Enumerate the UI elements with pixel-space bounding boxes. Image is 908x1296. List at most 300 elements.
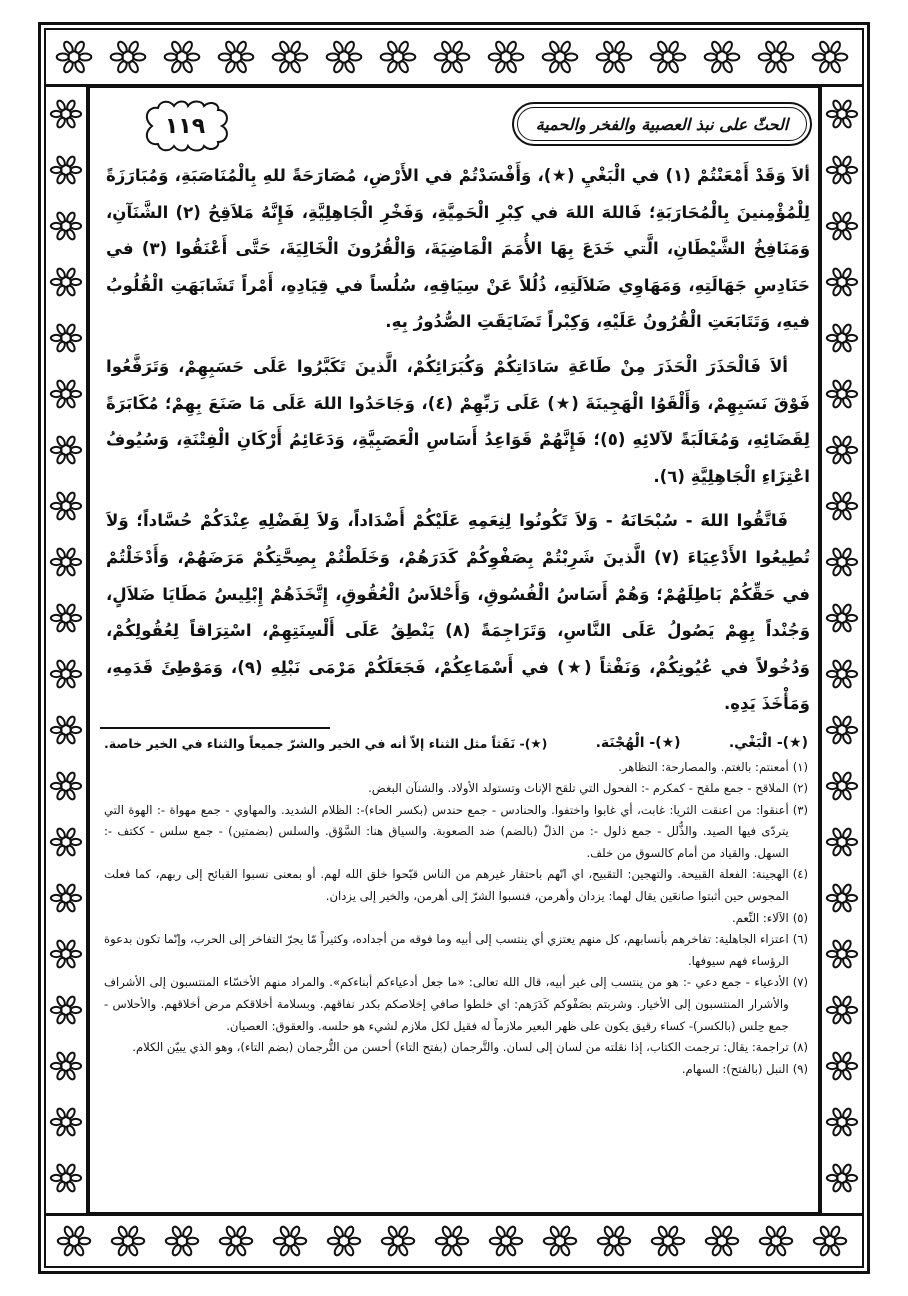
petal-ornament-icon <box>56 1107 67 1119</box>
petal-ornament-icon <box>560 1244 571 1257</box>
right-ornament-band <box>820 86 864 1214</box>
glossary-line <box>104 733 808 755</box>
petal-ornament-icon <box>842 340 853 352</box>
petal-ornament-icon <box>224 60 236 74</box>
petal-ornament-icon <box>602 40 614 54</box>
petal-ornament-icon <box>74 1244 85 1257</box>
petal-ornament-icon <box>842 508 853 520</box>
petal-ornament-icon <box>56 939 67 951</box>
footnote-text: اعتزاء الجاهلية: تفاخرهم بأنسابهم، كل منهم يعتزي أي ينتسب إلى أبيه وما فوقه من أجداده، وكثيراً مّا يجرّ التفاخر إلى الحرب، وإنّما تكون بدعوة الرؤساء فهم سيوفها. <box>104 932 789 968</box>
footnote-number: (٩) <box>792 1061 808 1076</box>
footnote-separator <box>100 727 330 729</box>
footnote-text: أعنقوا: من اعنقت الثريا: غابت، أي غابوا واختفوا. والحنادس - جمع حندس (بكسر الحاء)-: الظلام الشديد. والمهاوي - جمع مهواة -: الهوة التي يتردّى فيها الصيد. والذُّلل - جمع ذلول -: من الذلّ (بالضم) ضد الصعوبة. والسياق هنا: السَّوْق. والسلس (بضمتين) - جمع سلس - ككتف -: السهل. والقياد من أمام كالسوق من خلف. <box>104 802 789 860</box>
petal-ornament-icon <box>549 1244 560 1257</box>
footnote-number: (١) <box>792 759 808 774</box>
footnote-number: (٦) <box>792 932 808 947</box>
petal-ornament-icon <box>776 40 788 54</box>
petal-ornament-icon <box>290 1244 301 1257</box>
petal-ornament-icon <box>56 396 67 408</box>
petal-ornament-icon <box>846 1063 857 1069</box>
petal-ornament-icon <box>182 60 194 74</box>
petal-ornament-icon <box>440 40 452 54</box>
petal-ornament-icon <box>832 603 843 615</box>
petal-ornament-icon <box>842 116 853 128</box>
petal-ornament-icon <box>548 40 560 54</box>
petal-ornament-icon <box>332 40 344 54</box>
petal-ornament-icon <box>51 1007 62 1013</box>
petal-ornament-icon <box>722 1244 733 1257</box>
petal-ornament-icon <box>842 676 853 688</box>
petal-ornament-icon <box>846 1175 857 1181</box>
petal-ornament-icon <box>70 447 81 453</box>
petal-ornament-icon <box>842 1068 853 1080</box>
footnote-item <box>104 800 808 865</box>
petal-ornament-icon <box>56 508 67 520</box>
petal-ornament-icon <box>819 1225 830 1238</box>
petal-ornament-icon <box>241 1238 252 1245</box>
petal-ornament-icon <box>66 396 77 408</box>
petal-ornament-icon <box>57 53 69 60</box>
petal-ornament-icon <box>66 715 77 727</box>
petal-ornament-icon <box>842 564 853 576</box>
petal-ornament-icon <box>295 53 307 60</box>
petal-ornament-icon <box>56 547 67 559</box>
petal-ornament-icon <box>832 620 843 632</box>
petal-ornament-icon <box>673 53 685 60</box>
petal-ornament-icon <box>705 53 717 60</box>
petal-ornament-icon <box>70 951 81 957</box>
petal-ornament-icon <box>764 60 776 74</box>
petal-ornament-icon <box>66 547 77 559</box>
petal-ornament-icon <box>602 60 614 74</box>
petal-ornament-icon <box>832 452 843 464</box>
petal-ornament-icon <box>765 1244 776 1257</box>
petal-ornament-icon <box>56 732 67 744</box>
petal-ornament-icon <box>842 323 853 335</box>
petal-ornament-icon <box>673 1238 684 1245</box>
petal-ornament-icon <box>79 1238 90 1245</box>
petal-ornament-icon <box>66 435 77 447</box>
page-content <box>100 96 812 1206</box>
petal-ornament-icon <box>814 1238 825 1245</box>
petal-ornament-icon <box>70 671 81 677</box>
top-ornament-band <box>44 28 864 86</box>
petal-ornament-icon <box>398 60 410 74</box>
petal-ornament-icon <box>842 211 853 223</box>
petal-ornament-icon <box>241 53 253 60</box>
petal-ornament-icon <box>832 435 843 447</box>
petal-ornament-icon <box>832 340 843 352</box>
petal-ornament-icon <box>832 547 843 559</box>
petal-ornament-icon <box>51 447 62 453</box>
petal-ornament-icon <box>706 1238 717 1245</box>
petal-ornament-icon <box>220 1238 231 1245</box>
petal-ornament-icon <box>846 167 857 173</box>
petal-ornament-icon <box>70 615 81 621</box>
petal-ornament-icon <box>333 1244 344 1257</box>
petal-ornament-icon <box>832 676 843 688</box>
petal-ornament-icon <box>827 895 838 901</box>
petal-ornament-icon <box>63 1225 74 1238</box>
petal-ornament-icon <box>74 1225 85 1238</box>
petal-ornament-icon <box>70 111 81 117</box>
footnote-item <box>104 972 808 1037</box>
petal-ornament-icon <box>842 732 853 744</box>
petal-ornament-icon <box>597 53 609 60</box>
petal-ornament-icon <box>832 211 843 223</box>
petal-ornament-icon <box>560 1225 571 1238</box>
glossary-item-2: (★)- الْهُجْنَة. <box>595 734 681 751</box>
petal-ornament-icon <box>846 1007 857 1013</box>
petal-ornament-icon <box>79 53 91 60</box>
petal-ornament-icon <box>827 951 838 957</box>
petal-ornament-icon <box>668 1225 679 1238</box>
petal-ornament-icon <box>66 827 77 839</box>
petal-ornament-icon <box>619 1238 630 1245</box>
petal-ornament-icon <box>66 883 77 895</box>
petal-ornament-icon <box>56 452 67 464</box>
petal-ornament-icon <box>781 1238 792 1245</box>
petal-ornament-icon <box>827 111 838 117</box>
petal-ornament-icon <box>56 284 67 296</box>
petal-ornament-icon <box>440 60 452 74</box>
petal-ornament-icon <box>56 323 67 335</box>
petal-ornament-icon <box>56 827 67 839</box>
petal-ornament-icon <box>832 172 843 184</box>
footnote-item <box>104 908 808 930</box>
footnote-item <box>104 1037 808 1059</box>
petal-ornament-icon <box>452 40 464 54</box>
petal-ornament-icon <box>170 60 182 74</box>
footnote-number: (٢) <box>792 781 808 796</box>
petal-ornament-icon <box>56 900 67 912</box>
petal-ornament-icon <box>832 323 843 335</box>
petal-ornament-icon <box>842 1180 853 1192</box>
footnote-item <box>104 1059 808 1081</box>
petal-ornament-icon <box>236 60 248 74</box>
petal-ornament-icon <box>846 895 857 901</box>
petal-ornament-icon <box>436 1238 447 1245</box>
petal-ornament-icon <box>66 508 77 520</box>
petal-ornament-icon <box>66 99 77 111</box>
petal-ornament-icon <box>398 40 410 54</box>
petal-ornament-icon <box>832 99 843 111</box>
petal-ornament-icon <box>657 1225 668 1238</box>
petal-ornament-icon <box>827 615 838 621</box>
petal-ornament-icon <box>842 172 853 184</box>
petal-ornament-icon <box>506 1225 517 1238</box>
petal-ornament-icon <box>560 40 572 54</box>
petal-ornament-icon <box>842 267 853 279</box>
petal-ornament-icon <box>66 732 77 744</box>
petal-ornament-icon <box>827 1119 838 1125</box>
petal-ornament-icon <box>273 53 285 60</box>
petal-ornament-icon <box>51 559 62 565</box>
footnote-text: الملاقح - جمع ملقح - كمكرم -: الفحول التي تلقح الإناث وتستولد الأولاد. والشنآن البغض. <box>368 781 789 796</box>
petal-ornament-icon <box>116 60 128 74</box>
petal-ornament-icon <box>51 615 62 621</box>
petal-ornament-icon <box>171 1225 182 1238</box>
footnote-text: تراجمة: يقال: ترجمت الكتاب، إذا نقلته من لسان إلى لسان. والتَّرجمان (بفتح التاء) أحسن من التُّرجمان (بضم التاء)، وهو الذي يبيّن الكلام. <box>132 1040 789 1055</box>
petal-ornament-icon <box>66 676 77 688</box>
petal-ornament-icon <box>511 53 523 60</box>
petal-ornament-icon <box>441 1225 452 1238</box>
petal-ornament-icon <box>66 1051 77 1063</box>
petal-ornament-icon <box>70 167 81 173</box>
petal-ornament-icon <box>842 620 853 632</box>
footnote-number: (٨) <box>792 1040 808 1055</box>
petal-ornament-icon <box>846 335 857 341</box>
petal-ornament-icon <box>842 99 853 111</box>
petal-ornament-icon <box>328 1238 339 1245</box>
petal-ornament-icon <box>846 727 857 733</box>
petal-ornament-icon <box>170 40 182 54</box>
petal-ornament-icon <box>70 783 81 789</box>
petal-ornament-icon <box>51 671 62 677</box>
petal-ornament-icon <box>543 53 555 60</box>
petal-ornament-icon <box>56 267 67 279</box>
petal-ornament-icon <box>819 1244 830 1257</box>
footnote-number: (٥) <box>792 910 808 925</box>
petal-ornament-icon <box>56 659 67 671</box>
paragraph-2: ألاَ فَالْحَذَرَ الْحَذَرَ مِنْ طَاعَةِ سَادَاتِكُمْ وَكُبَرَائِكُمْ، الَّذينَ تَكَبَّرُوا عَلَى حَسَبِهِمْ، وَتَرَفَّعُوا فَوْقَ نَسَبِهِمْ، وَأَلْقَوُا الْهَجِينَةَ (★) عَلَى رَبِّهِمْ (٤)، وَجَاحَدُوا اللهَ عَلَى مَا صَنَعَ بِهِمْ؛ مُكَابَرَةً لِقَضَائِهِ، وَمُغَالَبَةً لآلائِهِ (٥)؛ فَإِنَّهُمْ قَوَاعِدُ أَسَاسِ الْعَصَبِيَّةِ، وَدَعَائِمُ أَرْكَانِ الْفِتْنَةِ، وَسُيُوفُ اعْتِزَاءِ الْجَاهِلِيَّةِ (٦). <box>106 356 811 486</box>
petal-ornament-icon <box>128 1244 139 1257</box>
petal-ornament-icon <box>711 1244 722 1257</box>
petal-ornament-icon <box>452 1225 463 1238</box>
petal-ornament-icon <box>827 1063 838 1069</box>
petal-ornament-icon <box>66 771 77 783</box>
footnotes <box>100 733 812 1081</box>
petal-ornament-icon <box>327 53 339 60</box>
petal-ornament-icon <box>846 111 857 117</box>
petal-ornament-icon <box>344 60 356 74</box>
petal-ornament-icon <box>398 1244 409 1257</box>
petal-ornament-icon <box>70 1007 81 1013</box>
footnote-item <box>104 864 808 907</box>
petal-ornament-icon <box>832 491 843 503</box>
petal-ornament-icon <box>832 788 843 800</box>
petal-ornament-icon <box>827 391 838 397</box>
petal-ornament-icon <box>846 951 857 957</box>
petal-ornament-icon <box>832 267 843 279</box>
footnote-number: (٤) <box>792 867 808 882</box>
petal-ornament-icon <box>182 1244 193 1257</box>
petal-ornament-icon <box>116 40 128 54</box>
petal-ornament-icon <box>846 503 857 509</box>
petal-ornament-icon <box>66 939 77 951</box>
petal-ornament-icon <box>66 284 77 296</box>
petal-ornament-icon <box>842 788 853 800</box>
petal-ornament-icon <box>56 844 67 856</box>
petal-ornament-icon <box>349 1238 360 1245</box>
glossary-item-1: (★)- الْبَغْي. <box>728 734 808 751</box>
petal-ornament-icon <box>727 53 739 60</box>
petal-ornament-icon <box>832 715 843 727</box>
petal-ornament-icon <box>56 1051 67 1063</box>
petal-ornament-icon <box>187 1238 198 1245</box>
petal-ornament-icon <box>56 676 67 688</box>
petal-ornament-icon <box>382 1238 393 1245</box>
petal-ornament-icon <box>506 60 518 74</box>
petal-ornament-icon <box>344 1244 355 1257</box>
petal-ornament-icon <box>832 379 843 391</box>
petal-ornament-icon <box>290 60 302 74</box>
paragraph-3: فَاتَّقُوا اللهَ - سُبْحَانَهُ - وَلاَ تَكُونُوا لِنِعَمِهِ عَلَيْكُمْ أَضْدَاداً، وَلاَ لِفَضْلِهِ عِنْدَكُمْ حُسَّاداً؛ وَلاَ تُطِيعُوا الأَدْعِيَاءَ (٧) الَّذينَ شَرِبْتُمْ بِصَفْوِكُمْ كَدَرَهُمْ، وَخَلَطْتُمْ بِصِحَّتِكُمْ مَرَضَهُمْ، وَأَدْخَلْتُمْ في حَقِّكُمْ بَاطِلَهُمْ؛ وَهُمْ أَسَاسُ الْفُسُوقِ، وَأَحْلاَسُ الْعُقُوقِ، إِتَّخَذَهُمْ إِبْلِيسُ مَطَايَا ضَلاَلٍ، وَجُنْداً بِهِمْ يَصُولُ عَلَى النَّاسِ، وَتَرَاجِمَةً (٨) يَنْطِقُ عَلَى أَلْسِنَتِهِمْ، اسْتِرَاقاً لِعُقُولِكُمْ، وَدُخُولاً في عُيُونِكُمْ، وَنَفْثاً (★) في أَسْمَاعِكُمْ، فَجَعَلَكُمْ مَرْمَى نَبْلِهِ (٩)، وَمَوْطِئَ قَدَمِهِ، وَمَأْخَذَ يَدِهِ. <box>106 511 811 714</box>
petal-ornament-icon <box>842 900 853 912</box>
petal-ornament-icon <box>56 379 67 391</box>
petal-ornament-icon <box>128 1225 139 1238</box>
petal-ornament-icon <box>842 379 853 391</box>
petal-ornament-icon <box>236 1244 247 1257</box>
petal-ornament-icon <box>62 40 74 54</box>
petal-ornament-icon <box>66 491 77 503</box>
petal-ornament-icon <box>51 335 62 341</box>
petal-ornament-icon <box>386 60 398 74</box>
petal-ornament-icon <box>56 715 67 727</box>
petal-ornament-icon <box>619 53 631 60</box>
footnote-item <box>104 929 808 972</box>
petal-ornament-icon <box>832 1180 843 1192</box>
petal-ornament-icon <box>827 503 838 509</box>
petal-ornament-icon <box>657 1244 668 1257</box>
petal-ornament-icon <box>70 1119 81 1125</box>
petal-ornament-icon <box>278 60 290 74</box>
petal-ornament-icon <box>832 1051 843 1063</box>
petal-ornament-icon <box>835 1238 846 1245</box>
petal-ornament-icon <box>827 839 838 845</box>
petal-ornament-icon <box>652 1238 663 1245</box>
petal-ornament-icon <box>70 895 81 901</box>
petal-ornament-icon <box>166 1238 177 1245</box>
petal-ornament-icon <box>832 1107 843 1119</box>
petal-ornament-icon <box>128 40 140 54</box>
petal-ornament-icon <box>51 727 62 733</box>
petal-ornament-icon <box>70 1063 81 1069</box>
petal-ornament-icon <box>846 447 857 453</box>
bottom-ornament-band <box>44 1214 864 1268</box>
petal-ornament-icon <box>830 1244 841 1257</box>
petal-ornament-icon <box>842 883 853 895</box>
petal-ornament-icon <box>344 40 356 54</box>
petal-ornament-icon <box>66 340 77 352</box>
footnote-text: الأدعياء - جمع دعي -: هو من ينتسب إلى غير أبيه، قال الله تعالى: «ما جعل أدعياءكم أبناءكم». والمراد منهم الأخسّاء المنتسبون إلى الأشراف والأشرار المنتسبون إلى الأخيار. وشربتم بصَفْوكم كَدَرَهم: اي خلطوا صافي إخلاصكم بكدر نفاقهم. وبسلامة أخلاقكم مرض أخلاقهم. والأحلاس - جمع حِلس (بالكسر)- كساء رقيق يكون على ظهر البعير ملازماً له فقيل لكل ملازم لشيء هو حلسه. والعقوق: العصيان. <box>104 975 789 1033</box>
petal-ornament-icon <box>56 771 67 783</box>
petal-ornament-icon <box>66 1180 77 1192</box>
petal-ornament-icon <box>452 60 464 74</box>
petal-ornament-icon <box>182 40 194 54</box>
petal-ornament-icon <box>764 40 776 54</box>
petal-ornament-icon <box>842 155 853 167</box>
petal-ornament-icon <box>598 1238 609 1245</box>
petal-ornament-icon <box>117 1225 128 1238</box>
petal-ornament-icon <box>66 564 77 576</box>
petal-ornament-icon <box>813 53 825 60</box>
petal-ornament-icon <box>842 827 853 839</box>
footnote-item <box>104 757 808 779</box>
petal-ornament-icon <box>494 40 506 54</box>
petal-ornament-icon <box>846 559 857 565</box>
petal-ornament-icon <box>66 116 77 128</box>
petal-ornament-icon <box>832 284 843 296</box>
petal-ornament-icon <box>290 40 302 54</box>
petal-ornament-icon <box>832 155 843 167</box>
petal-ornament-icon <box>56 1124 67 1136</box>
petal-ornament-icon <box>614 1244 625 1257</box>
petal-ornament-icon <box>827 671 838 677</box>
petal-ornament-icon <box>51 223 62 229</box>
petal-ornament-icon <box>66 1012 77 1024</box>
petal-ornament-icon <box>70 727 81 733</box>
petal-ornament-icon <box>711 1225 722 1238</box>
petal-ornament-icon <box>544 1238 555 1245</box>
petal-ornament-icon <box>827 223 838 229</box>
petal-ornament-icon <box>56 211 67 223</box>
petal-ornament-icon <box>565 53 577 60</box>
petal-ornament-icon <box>58 1238 69 1245</box>
petal-ornament-icon <box>279 1244 290 1257</box>
petal-ornament-icon <box>842 939 853 951</box>
petal-ornament-icon <box>225 1225 236 1238</box>
petal-ornament-icon <box>668 60 680 74</box>
petal-ornament-icon <box>842 715 853 727</box>
petal-ornament-icon <box>66 844 77 856</box>
petal-ornament-icon <box>827 1007 838 1013</box>
petal-ornament-icon <box>66 379 77 391</box>
petal-ornament-icon <box>495 1244 506 1257</box>
petal-ornament-icon <box>133 1238 144 1245</box>
petal-ornament-icon <box>56 1068 67 1080</box>
petal-ornament-icon <box>827 167 838 173</box>
petal-ornament-icon <box>827 783 838 789</box>
petal-ornament-icon <box>565 1238 576 1245</box>
petal-ornament-icon <box>56 116 67 128</box>
petal-ornament-icon <box>842 1051 853 1063</box>
petal-ornament-icon <box>722 40 734 54</box>
petal-ornament-icon <box>70 223 81 229</box>
petal-ornament-icon <box>66 323 77 335</box>
petal-ornament-icon <box>548 60 560 74</box>
petal-ornament-icon <box>827 1175 838 1181</box>
petal-ornament-icon <box>846 671 857 677</box>
petal-ornament-icon <box>846 783 857 789</box>
petal-ornament-icon <box>224 40 236 54</box>
petal-ornament-icon <box>74 40 86 54</box>
petal-ornament-icon <box>66 155 77 167</box>
petal-ornament-icon <box>70 559 81 565</box>
petal-ornament-icon <box>832 1124 843 1136</box>
petal-ornament-icon <box>776 1244 787 1257</box>
petal-ornament-icon <box>710 40 722 54</box>
petal-ornament-icon <box>651 53 663 60</box>
petal-ornament-icon <box>51 1063 62 1069</box>
petal-ornament-icon <box>846 223 857 229</box>
petal-ornament-icon <box>66 267 77 279</box>
petal-ornament-icon <box>51 391 62 397</box>
petal-ornament-icon <box>56 340 67 352</box>
petal-ornament-icon <box>332 60 344 74</box>
petal-ornament-icon <box>70 503 81 509</box>
petal-ornament-icon <box>832 396 843 408</box>
petal-ornament-icon <box>560 60 572 74</box>
footnote-text: الآلاء: النِّعم. <box>731 910 789 925</box>
petal-ornament-icon <box>832 883 843 895</box>
petal-ornament-icon <box>842 547 853 559</box>
petal-ornament-icon <box>441 1244 452 1257</box>
petal-ornament-icon <box>842 435 853 447</box>
footnote-text: الهجينة: الفعلة القبيحة. والتهجين: التقبيح، اي انّهم باحتقار غيرهم من الناس قبّحوا خلق الله لهم. أو بمعنى نسبوا القبائح إلى ربهم، كما فعلت المجوس حين أثبتوا صانعَين يقال لهما: يزدان وأهرمن، فنسبوا الشرّ إلى أهرمن، والخير إلى يزدان. <box>104 867 789 904</box>
petal-ornament-icon <box>165 53 177 60</box>
petal-ornament-icon <box>830 40 842 54</box>
